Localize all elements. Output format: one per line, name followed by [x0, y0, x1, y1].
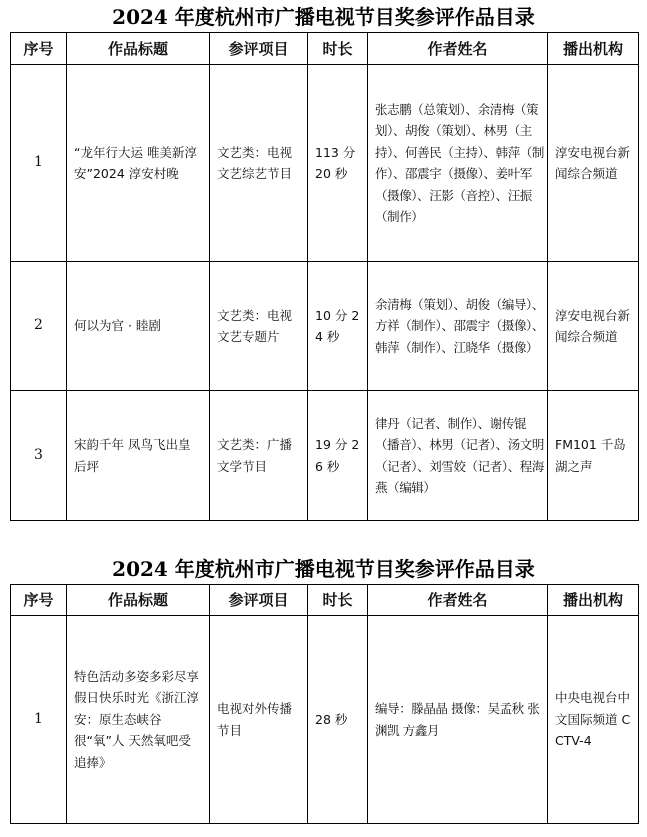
header-authors: 作者姓名 [368, 33, 548, 65]
cell-duration: 113 分 20 秒 [308, 65, 368, 262]
header-broadcaster: 播出机构 [548, 585, 639, 616]
header-authors: 作者姓名 [368, 585, 548, 616]
header-title: 作品标题 [67, 585, 210, 616]
table-row [11, 65, 639, 262]
header-duration: 时长 [308, 585, 368, 616]
table-1-title: 2024 年度杭州市广播电视节目奖参评作品目录 [112, 5, 535, 29]
cell-broadcaster: FM101 千岛湖之声 [548, 391, 639, 521]
table-header-row [11, 585, 639, 616]
table-row [11, 616, 639, 824]
cell-broadcaster: 淳安电视台新闻综合频道 [548, 262, 639, 391]
header-category: 参评项目 [210, 585, 308, 616]
cell-authors: 律丹（记者、制作）、谢传锟（播音）、林男（记者）、汤文明（记者）、刘雪姣（记者）、程海燕（编辑） [368, 391, 548, 521]
table-1 [10, 32, 639, 521]
cell-title: “龙年行大运 唯美新淳安”2024 淳安村晚 [67, 65, 210, 262]
header-seq: 序号 [11, 33, 67, 65]
cell-authors: 余清梅（策划）、胡俊（编导）、方祥（制作）、邵震宇（摄像）、韩萍（制作）、江晓华（摄像） [368, 262, 548, 391]
cell-duration: 10 分 24 秒 [308, 262, 368, 391]
cell-authors: 张志鹏（总策划）、余清梅（策划）、胡俊（策划）、林男（主持）、何善民（主持）、韩萍（制作）、邵震宇（摄像）、姜叶军（摄像）、汪影（音控）、汪振（制作） [368, 65, 548, 262]
table-row [11, 391, 639, 521]
cell-category: 电视对外传播节目 [210, 616, 308, 824]
cell-seq: 2 [11, 262, 67, 391]
table-2 [10, 584, 639, 824]
table-2-title: 2024 年度杭州市广播电视节目奖参评作品目录 [112, 557, 535, 581]
cell-seq: 3 [11, 391, 67, 521]
table-row [11, 262, 639, 391]
cell-authors: 编导：滕晶晶 摄像：吴孟秋 张渊凯 方鑫月 [368, 616, 548, 824]
cell-title: 宋韵千年 凤鸟飞出皇后坪 [67, 391, 210, 521]
header-seq: 序号 [11, 585, 67, 616]
cell-duration: 28 秒 [308, 616, 368, 824]
header-title: 作品标题 [67, 33, 210, 65]
cell-category: 文艺类：广播文学节目 [210, 391, 308, 521]
cell-seq: 1 [11, 65, 67, 262]
cell-duration: 19 分 26 秒 [308, 391, 368, 521]
cell-broadcaster: 中央电视台中文国际频道 CCTV-4 [548, 616, 639, 824]
cell-seq: 1 [11, 616, 67, 824]
cell-category: 文艺类：电视文艺综艺节目 [210, 65, 308, 262]
cell-broadcaster: 淳安电视台新闻综合频道 [548, 65, 639, 262]
header-category: 参评项目 [210, 33, 308, 65]
header-broadcaster: 播出机构 [548, 33, 639, 65]
cell-title: 何以为官 · 睦剧 [67, 262, 210, 391]
cell-category: 文艺类：电视文艺专题片 [210, 262, 308, 391]
header-duration: 时长 [308, 33, 368, 65]
table-header-row [11, 33, 639, 65]
cell-title: 特色活动多姿多彩尽享假日快乐时光《浙江淳安：原生态峡谷很“氧”人 天然氧吧受追捧》 [67, 616, 210, 824]
